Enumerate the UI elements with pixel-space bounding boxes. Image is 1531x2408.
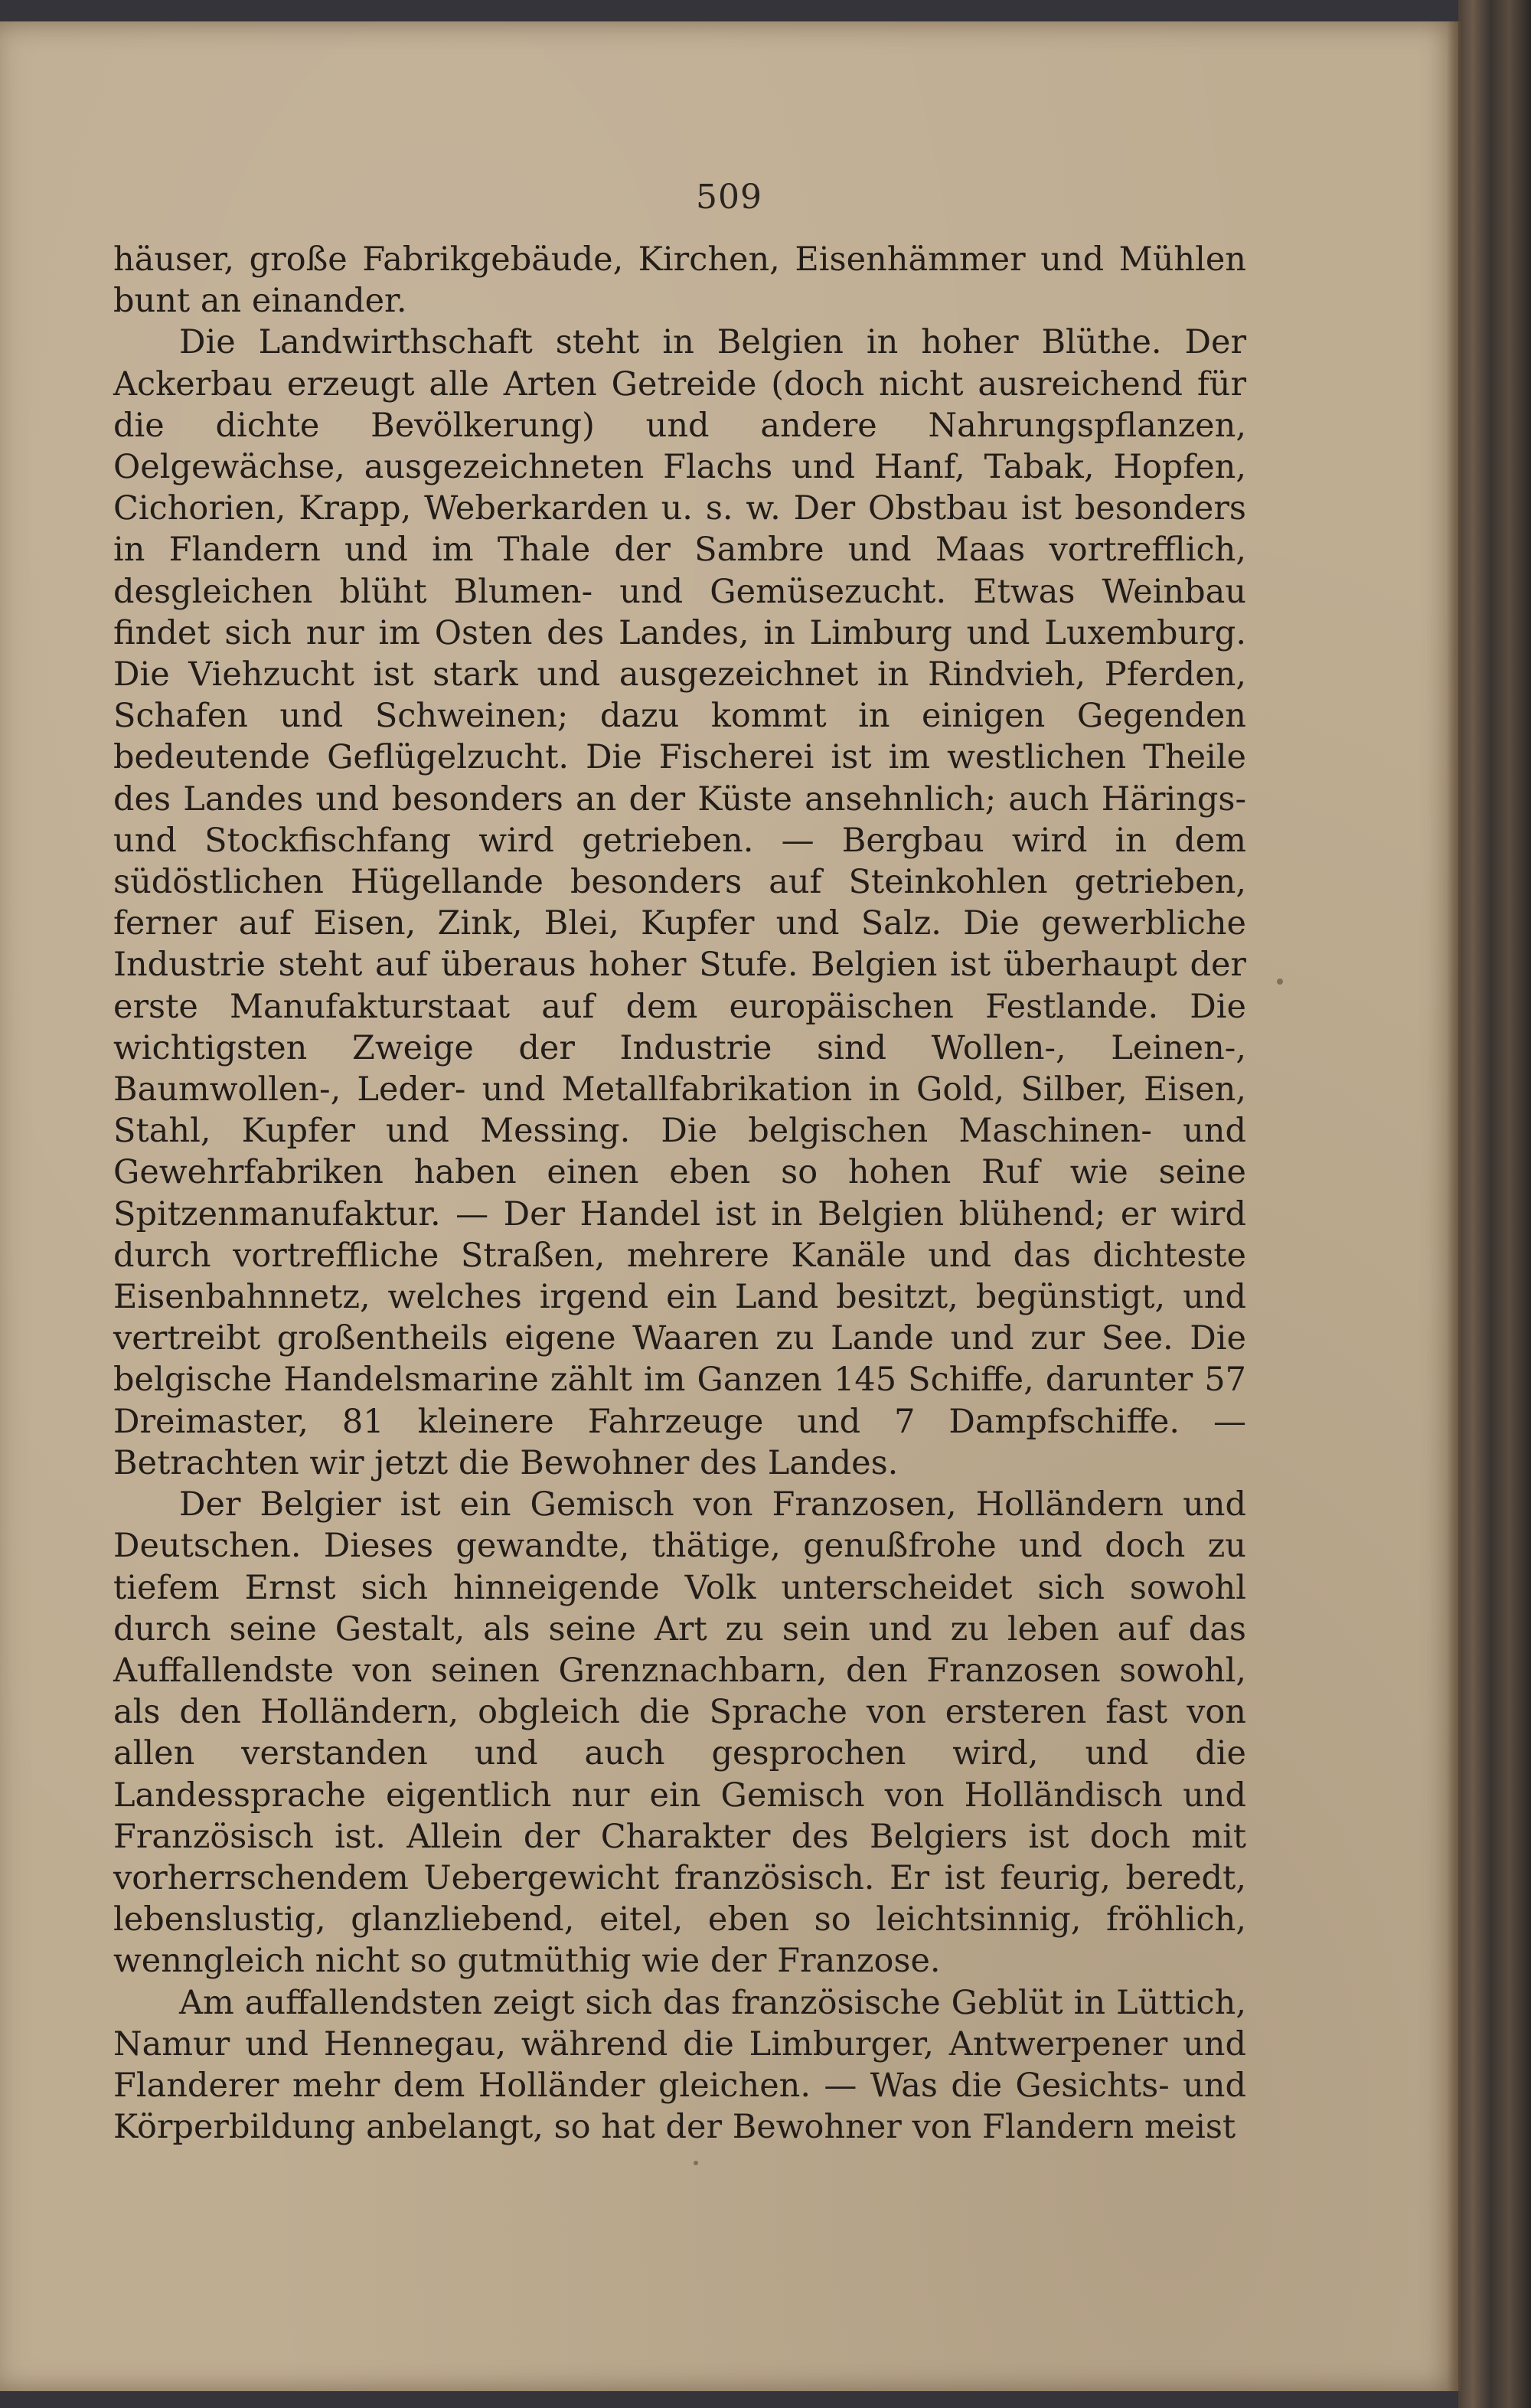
- page-number: 509: [696, 178, 762, 217]
- paragraph-4: Am auffallendsten zeigt sich das französische Geblüt in Lüttich, Namur und Hennegau, während die Limburger, Antwerpener und Flanderer mehr dem Holländer gleichen. — Was die Gesichts- und Körperbildung anbelangt, so hat der Bewohner von Flandern meist: [113, 1983, 1246, 2147]
- ink-speck: [1277, 979, 1283, 985]
- paragraph-2: Die Landwirthschaft steht in Belgien in hoher Blüthe. Der Ackerbau erzeugt alle Arten Getreide (doch nicht ausreichend für die dichte Bevölkerung) und andere Nahrungspflanzen, Oelgewächse, ausgezeichneten Flachs und Hanf, Tabak, Hopfen, Cichorien, Krapp, Weberkarden u. s. w. Der Obstbau ist besonders in Flandern und im Thale der Sambre und Maas vortrefflich, desgleichen blüht Blumen- und Gemüsezucht. Etwas Weinbau findet sich nur im Osten des Landes, in Limburg und Luxemburg. Die Viehzucht ist stark und ausgezeichnet in Rindvieh, Pferden, Schafen und Schweinen; dazu kommt in einigen Gegenden bedeutende Geflügelzucht. Die Fischerei ist im westlichen Theile des Landes und besonders an der Küste ansehnlich; auch Härings- und Stockfischfang wird getrieben. — Bergbau wird in dem südöstlichen Hügellande besonders auf Steinkohlen getrieben, ferner auf Eisen, Zink, Blei, Kupfer und Salz. Die gewerbliche Industrie steht auf überaus hoher Stufe. Belgien ist überhaupt der erste Manufakturstaat auf dem europäischen Festlande. Die wichtigsten Zweige der Industrie sind Wollen-, Leinen-, Baumwollen-, Leder- und Metallfabrikation in Gold, Silber, Eisen, Stahl, Kupfer und Messing. Die belgischen Maschinen- und Gewehrfabriken haben einen eben so hohen Ruf wie seine Spitzenmanufaktur. — Der Handel ist in Belgien blühend; er wird durch vortreffliche Straßen, mehrere Kanäle und das dichteste Eisenbahnnetz, welches irgend ein Land besitzt, begünstigt, und vertreibt großentheils eigene Waaren zu Lande und zur See. Die belgische Handelsmarine zählt im Ganzen 145 Schiffe, darunter 57 Dreimaster, 81 kleinere Fahrzeuge und 7 Dampfschiffe. — Betrachten wir jetzt die Bewohner des Landes.: [113, 323, 1246, 1482]
- page-gutter-shadow: [1447, 21, 1461, 2391]
- book-spine: [1458, 0, 1531, 2408]
- paragraph-1: häuser, große Fabrikgebäude, Kirchen, Eisenhämmer und Mühlen bunt an einander.: [113, 240, 1246, 321]
- page-body-text: [113, 239, 1246, 2148]
- paragraph-3: Der Belgier ist ein Gemisch von Franzosen, Holländern und Deutschen. Dieses gewandte, thätige, genußfrohe und doch zu tiefem Ernst sich hinneigende Volk unterscheidet sich sowohl durch seine Gestalt, als seine Art zu sein und zu leben auf das Auffallendste von seinen Grenznachbarn, den Franzosen sowohl, als den Holländern, obgleich die Sprache von ersteren fast von allen verstanden und auch gesprochen wird, und die Landessprache eigentlich nur ein Gemisch von Holländisch und Französisch ist. Allein der Charakter des Belgiers ist doch mit vorherrschendem Uebergewicht französisch. Er ist feurig, beredt, lebenslustig, glanzliebend, eitel, eben so leichtsinnig, fröhlich, wenngleich nicht so gutmüthig wie der Franzose.: [113, 1485, 1246, 1981]
- ink-speck: [694, 2161, 698, 2165]
